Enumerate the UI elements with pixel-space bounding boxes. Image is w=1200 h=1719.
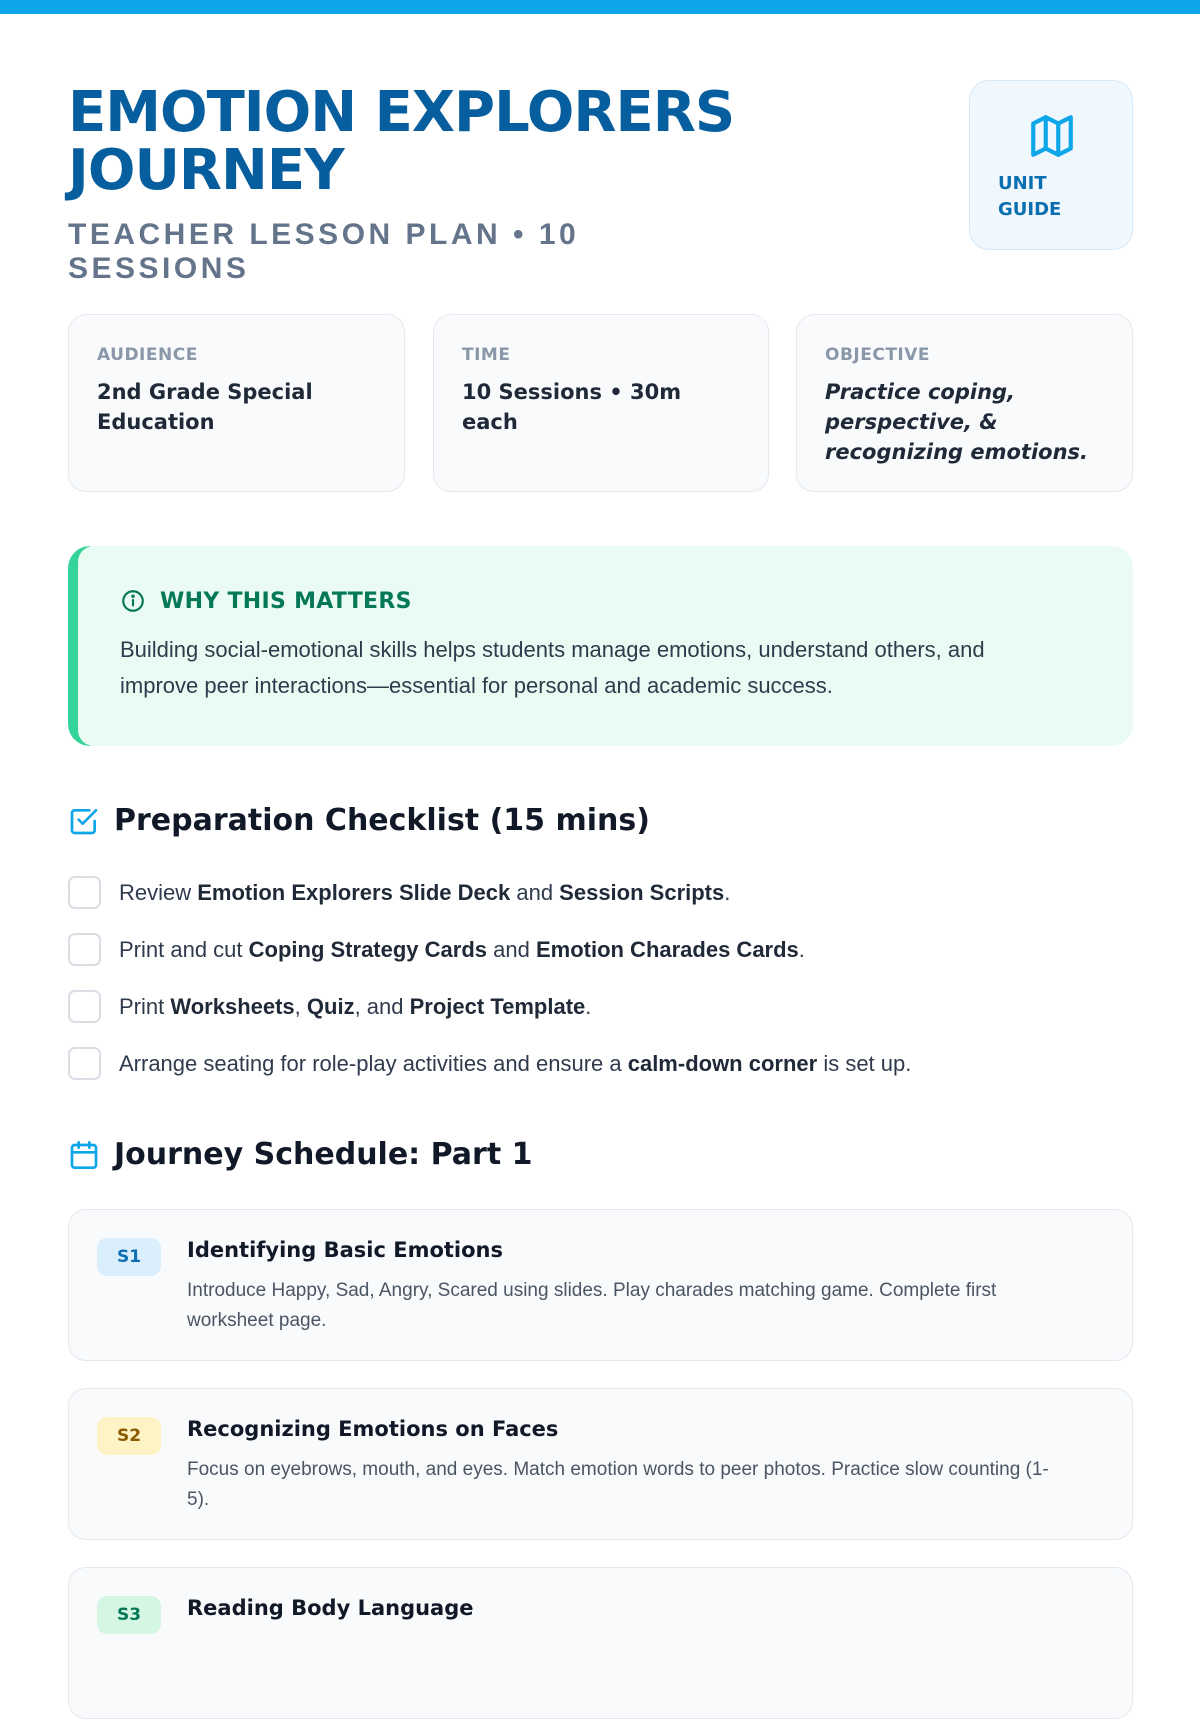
checklist-checkbox[interactable] [68, 1047, 101, 1080]
unit-guide-label [998, 171, 1118, 223]
checkbox-icon [68, 805, 100, 837]
preparation-heading-text: Preparation Checklist (15 mins) [114, 803, 650, 838]
page-header [68, 80, 768, 286]
text-part: . [585, 993, 592, 1019]
page-title [68, 80, 768, 203]
text-part: and [487, 936, 536, 962]
time-value [462, 377, 740, 437]
session-description-line1: Focus on eyebrows, mouth, and eyes. Match emotion words to peer photos. Practice slow counting (1- [187, 1459, 1049, 1480]
session-card[interactable] [68, 1567, 1133, 1719]
checklist-item [68, 933, 805, 966]
bold-part: Project Template [409, 993, 586, 1019]
session-description-line1: Introduce Happy, Sad, Angry, Scared using slides. Play charades matching game. Complete first [187, 1280, 997, 1301]
session-card[interactable] [68, 1209, 1133, 1361]
bold-part: Coping Strategy Cards [248, 936, 488, 962]
text-part: . [798, 936, 805, 962]
time-label: TIME [462, 345, 511, 365]
title-line-1: EMOTION EXPLORERS [68, 80, 735, 145]
audience-value-line2: Education [97, 410, 215, 434]
objective-label: OBJECTIVE [825, 345, 931, 365]
session-title: Reading Body Language [187, 1596, 474, 1620]
checklist-checkbox[interactable] [68, 933, 101, 966]
page-subtitle: TEACHER LESSON PLAN • 10 SESSIONS [68, 218, 580, 285]
callout-heading [120, 588, 412, 614]
checklist-item [68, 876, 730, 909]
objective-value-line1: Practice coping, [825, 380, 1016, 404]
why-this-matters-callout [68, 546, 1133, 746]
title-line-2: JOURNEY [68, 138, 344, 203]
text-part: Arrange seating for role-play activities and ensure a [119, 1050, 628, 1076]
checklist-checkbox[interactable] [68, 990, 101, 1023]
callout-heading-text: WHY THIS MATTERS [160, 588, 412, 614]
text-part: and [510, 879, 560, 905]
session-badge: S2 [97, 1417, 161, 1455]
text-part: , and [354, 993, 410, 1019]
schedule-heading-text: Journey Schedule: Part 1 [114, 1137, 533, 1172]
text-part: , [294, 993, 307, 1019]
session-description-line2: 5). [187, 1489, 210, 1510]
unit-guide-label-line1: UNIT [998, 173, 1047, 194]
unit-guide-button[interactable] [969, 80, 1133, 250]
callout-body [120, 632, 1100, 704]
checklist-checkbox[interactable] [68, 876, 101, 909]
time-card [433, 314, 769, 492]
text-part: Print [119, 993, 171, 1019]
bold-part: Quiz [306, 993, 355, 1019]
checklist-item [68, 990, 591, 1023]
session-title: Recognizing Emotions on Faces [187, 1417, 559, 1441]
callout-body-line2: improve peer interactions—essential for personal and academic success. [120, 673, 833, 698]
audience-label: AUDIENCE [97, 345, 198, 365]
text-part: . [724, 879, 731, 905]
map-icon [1027, 111, 1077, 161]
checklist-item-text [119, 880, 730, 906]
session-card[interactable] [68, 1388, 1133, 1540]
session-description-line2: worksheet page. [187, 1310, 327, 1331]
audience-value [97, 377, 376, 437]
objective-value-line3: recognizing emotions. [825, 440, 1089, 464]
time-value-line1: 10 Sessions • 30m each [462, 380, 682, 434]
session-description [187, 1455, 1107, 1515]
text-part: Print and cut [119, 936, 249, 962]
session-description [187, 1276, 1107, 1336]
bold-part: Emotion Charades Cards [535, 936, 799, 962]
calendar-icon [68, 1139, 100, 1171]
objective-value [825, 377, 1104, 467]
info-icon [120, 588, 146, 614]
audience-value-line1: 2nd Grade Special [97, 380, 313, 404]
bold-part: Session Scripts [559, 879, 725, 905]
callout-body-line1: Building social-emotional skills helps students manage emotions, understand others, and [120, 637, 985, 662]
bold-part: Worksheets [170, 993, 295, 1019]
checklist-item-text [119, 994, 591, 1020]
preparation-checklist-heading [68, 803, 650, 838]
callout-accent-cover [78, 546, 94, 746]
objective-value-line2: perspective, & [825, 410, 998, 434]
bold-part: Emotion Explorers Slide Deck [197, 879, 511, 905]
session-badge: S3 [97, 1596, 161, 1634]
session-badge: S1 [97, 1238, 161, 1276]
journey-schedule-heading [68, 1137, 533, 1172]
text-part: is set up. [817, 1050, 912, 1076]
checklist-item [68, 1047, 911, 1080]
bold-part: calm-down corner [627, 1050, 818, 1076]
text-part: Review [119, 879, 198, 905]
top-accent-bar [0, 0, 1200, 14]
checklist-item-text [119, 937, 805, 963]
objective-card [796, 314, 1133, 492]
session-title: Identifying Basic Emotions [187, 1238, 503, 1262]
checklist-item-text [119, 1051, 911, 1077]
audience-card [68, 314, 405, 492]
unit-guide-label-line2: GUIDE [998, 199, 1062, 220]
